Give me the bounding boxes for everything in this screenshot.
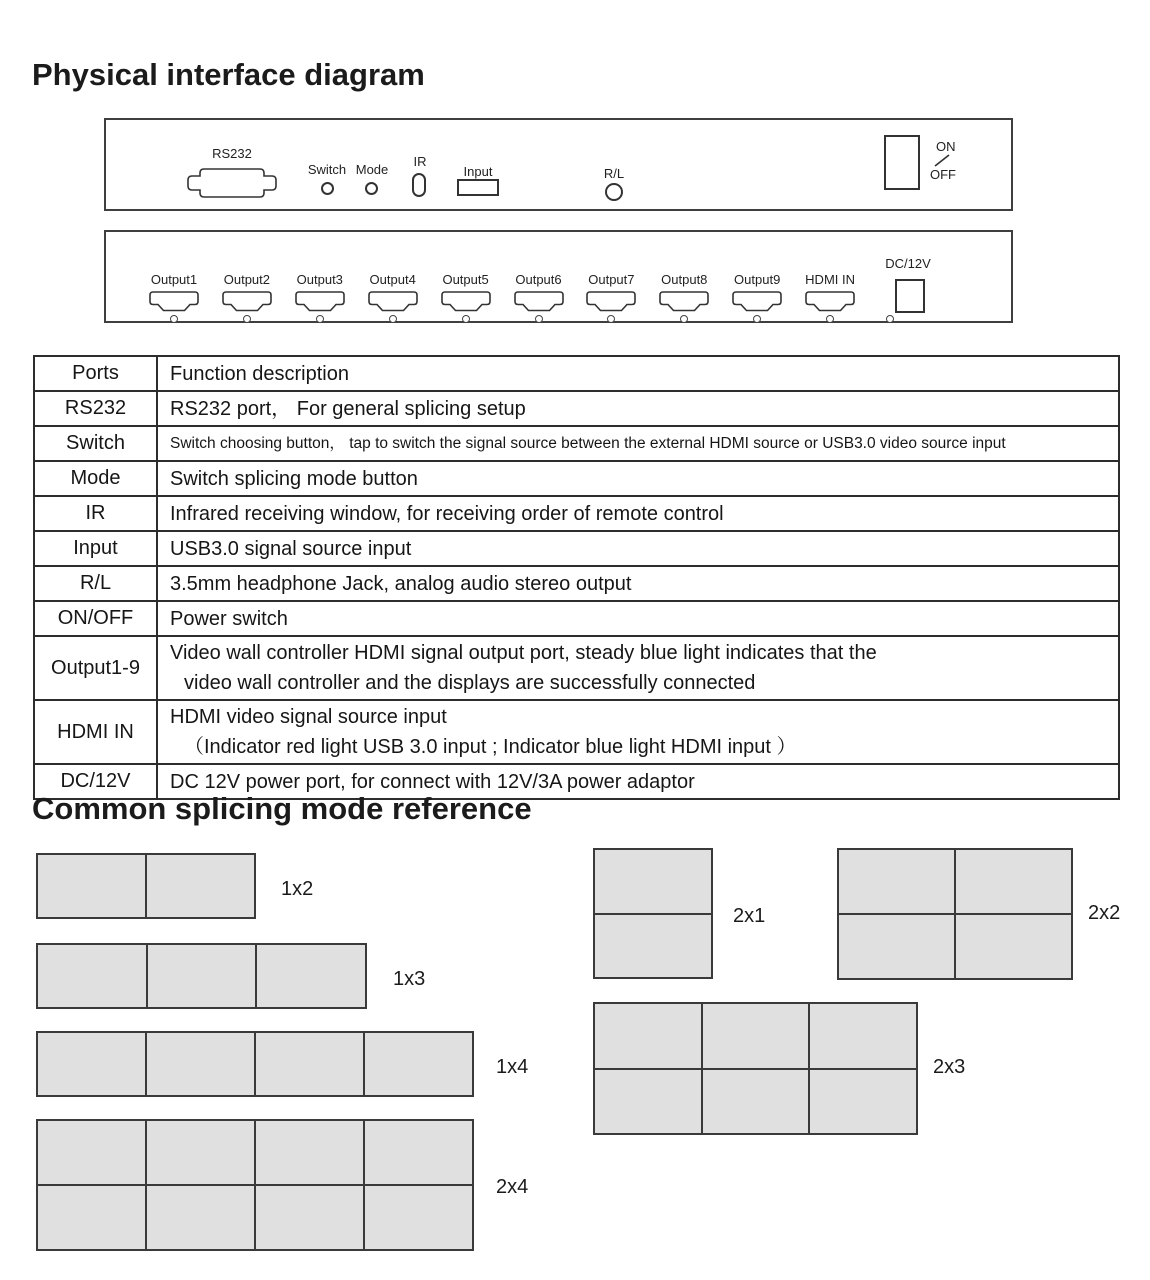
table-header-row [34, 356, 1119, 391]
display-cell [147, 1121, 254, 1184]
mode-label: 2x2 [1088, 902, 1121, 924]
port-desc-cell: Switch choosing button， tap to switch the signal source between the external HDMI source or USB3.0 video source input [157, 426, 1119, 461]
hdmi-port-icon [805, 291, 855, 312]
rear-panel [104, 230, 1013, 323]
display-cell [595, 1070, 701, 1134]
port-desc-cell: RS232 port， For general splicing setup [157, 391, 1119, 426]
port-desc-cell: Power switch [157, 601, 1119, 636]
display-cell [595, 915, 711, 978]
led-indicator [462, 315, 470, 323]
hdmi-port-icon [149, 291, 199, 312]
port-label: HDMI IN [805, 272, 856, 287]
port-label: Output9 [734, 272, 781, 287]
display-cell [256, 1033, 363, 1095]
port-label: Output5 [442, 272, 489, 287]
hdmi-port-icon [295, 291, 345, 312]
display-cell [365, 1121, 472, 1184]
display-cell [38, 1033, 145, 1095]
led-indicator [680, 315, 688, 323]
port-output1 [136, 272, 212, 323]
splicing-grid-1x4 [36, 1031, 474, 1097]
port-label: Output8 [661, 272, 708, 287]
hdmi-port-icon [586, 291, 636, 312]
hdmi-port-icon [659, 291, 709, 312]
display-cell [595, 850, 711, 913]
table-row [34, 601, 1119, 636]
display-cell [148, 945, 256, 1007]
led-indicator [535, 315, 543, 323]
table-row [34, 700, 1119, 764]
port-name-cell: ON/OFF [34, 601, 157, 636]
port-desc-cell: DC 12V power port, for connect with 12V/3A power adaptor [157, 764, 1119, 799]
table-row [34, 636, 1119, 700]
port-name-cell: Output1-9 [34, 636, 157, 700]
mode-label: 1x4 [496, 1056, 529, 1078]
table-row [34, 461, 1119, 496]
display-cell [956, 850, 1071, 913]
on-off-slash-icon [933, 153, 951, 168]
display-cell [365, 1186, 472, 1249]
dc-power-port-icon [895, 279, 925, 313]
splicing-grid-2x1 [593, 848, 713, 979]
mode-label: 2x3 [933, 1056, 966, 1078]
port-label: Output7 [588, 272, 635, 287]
port-output6 [501, 272, 577, 323]
usb-input-port-icon [457, 179, 499, 196]
mode-button-label: Mode [355, 162, 389, 177]
port-output2 [209, 272, 285, 323]
display-cell [38, 1121, 145, 1184]
display-cell [703, 1004, 809, 1068]
mode-button-icon [365, 182, 378, 195]
port-name-cell: Switch [34, 426, 157, 461]
led-indicator [753, 315, 761, 323]
port-name-cell: RS232 [34, 391, 157, 426]
led-indicator [316, 315, 324, 323]
port-desc-cell: Video wall controller HDMI signal output port, steady blue light indicates that the video wall controller and the displays are successfully connected [157, 636, 1119, 700]
display-cell [257, 945, 365, 1007]
display-cell [256, 1121, 363, 1184]
port-desc-cell: HDMI video signal source input （Indicator red light USB 3.0 input ; Indicator blue light HDMI input ） [157, 700, 1119, 764]
switch-button-label: Switch [307, 162, 347, 177]
hdmi-port-icon [222, 291, 272, 312]
port-label: Output4 [369, 272, 416, 287]
table-row [34, 566, 1119, 601]
display-cell [839, 850, 954, 913]
splicing-grid-2x4 [36, 1119, 474, 1251]
table-row [34, 531, 1119, 566]
port-output7 [573, 272, 649, 323]
display-cell [38, 945, 146, 1007]
splicing-grid-2x2 [837, 848, 1073, 980]
display-cell [38, 855, 145, 917]
display-cell [147, 1033, 254, 1095]
port-hdmi-in [792, 272, 868, 323]
display-cell [147, 1186, 254, 1249]
display-cell [147, 855, 254, 917]
port-name-cell: Mode [34, 461, 157, 496]
port-desc-cell: Infrared receiving window, for receiving order of remote control [157, 496, 1119, 531]
function-table [33, 355, 1120, 800]
mode-label: 2x1 [733, 905, 766, 927]
port-name-cell: DC/12V [34, 764, 157, 799]
section-title: Common splicing mode reference [32, 791, 532, 826]
display-cell [595, 1004, 701, 1068]
rs232-connector-icon [187, 168, 277, 198]
switch-button-icon [321, 182, 334, 195]
off-label: OFF [930, 167, 956, 182]
led-indicator [886, 315, 894, 323]
display-cell [839, 915, 954, 978]
port-output9 [719, 272, 795, 323]
mode-label: 1x3 [393, 968, 426, 990]
hdmi-port-icon [514, 291, 564, 312]
led-indicator [826, 315, 834, 323]
desc-header-cell: Function description [157, 356, 1119, 391]
port-name-cell: R/L [34, 566, 157, 601]
table-row [34, 426, 1119, 461]
ir-window-icon [412, 173, 426, 197]
display-cell [38, 1186, 145, 1249]
port-label: Output1 [150, 272, 198, 287]
port-label: Output3 [296, 272, 343, 287]
front-panel [104, 118, 1013, 211]
display-cell [703, 1070, 809, 1134]
ports-header-cell: Ports [34, 356, 157, 391]
splicing-grid-2x3 [593, 1002, 918, 1135]
splicing-grid-1x3 [36, 943, 367, 1009]
port-output3 [282, 272, 358, 323]
port-desc-cell: Switch splicing mode button [157, 461, 1119, 496]
port-name-cell: IR [34, 496, 157, 531]
mode-label: 1x2 [281, 878, 314, 900]
port-output4 [355, 272, 431, 323]
input-label: Input [463, 164, 493, 179]
dc-label: DC/12V [885, 256, 931, 271]
on-label: ON [936, 139, 956, 154]
table-row [34, 496, 1119, 531]
page-title: Physical interface diagram [32, 57, 425, 92]
display-cell [810, 1070, 916, 1134]
port-desc-cell: 3.5mm headphone Jack, analog audio stereo output [157, 566, 1119, 601]
hdmi-port-icon [732, 291, 782, 312]
port-output8 [646, 272, 722, 323]
led-indicator [243, 315, 251, 323]
port-name-cell: Input [34, 531, 157, 566]
hdmi-port-icon [368, 291, 418, 312]
port-name-cell: HDMI IN [34, 700, 157, 764]
port-desc-cell: USB3.0 signal source input [157, 531, 1119, 566]
led-indicator [607, 315, 615, 323]
led-indicator [170, 315, 178, 323]
display-cell [256, 1186, 363, 1249]
mode-label: 2x4 [496, 1176, 529, 1198]
rl-label: R/L [603, 166, 625, 181]
led-indicator [389, 315, 397, 323]
ir-label: IR [413, 154, 427, 169]
hdmi-port-icon [441, 291, 491, 312]
port-label: Output2 [223, 272, 271, 287]
splicing-grid-1x2 [36, 853, 256, 919]
audio-jack-icon [605, 183, 623, 201]
display-cell [365, 1033, 472, 1095]
table-row [34, 391, 1119, 426]
rs232-label: RS232 [212, 146, 252, 161]
port-label: Output6 [515, 272, 562, 287]
port-output5 [428, 272, 504, 323]
display-cell [956, 915, 1071, 978]
power-switch-icon [884, 135, 920, 190]
display-cell [810, 1004, 916, 1068]
